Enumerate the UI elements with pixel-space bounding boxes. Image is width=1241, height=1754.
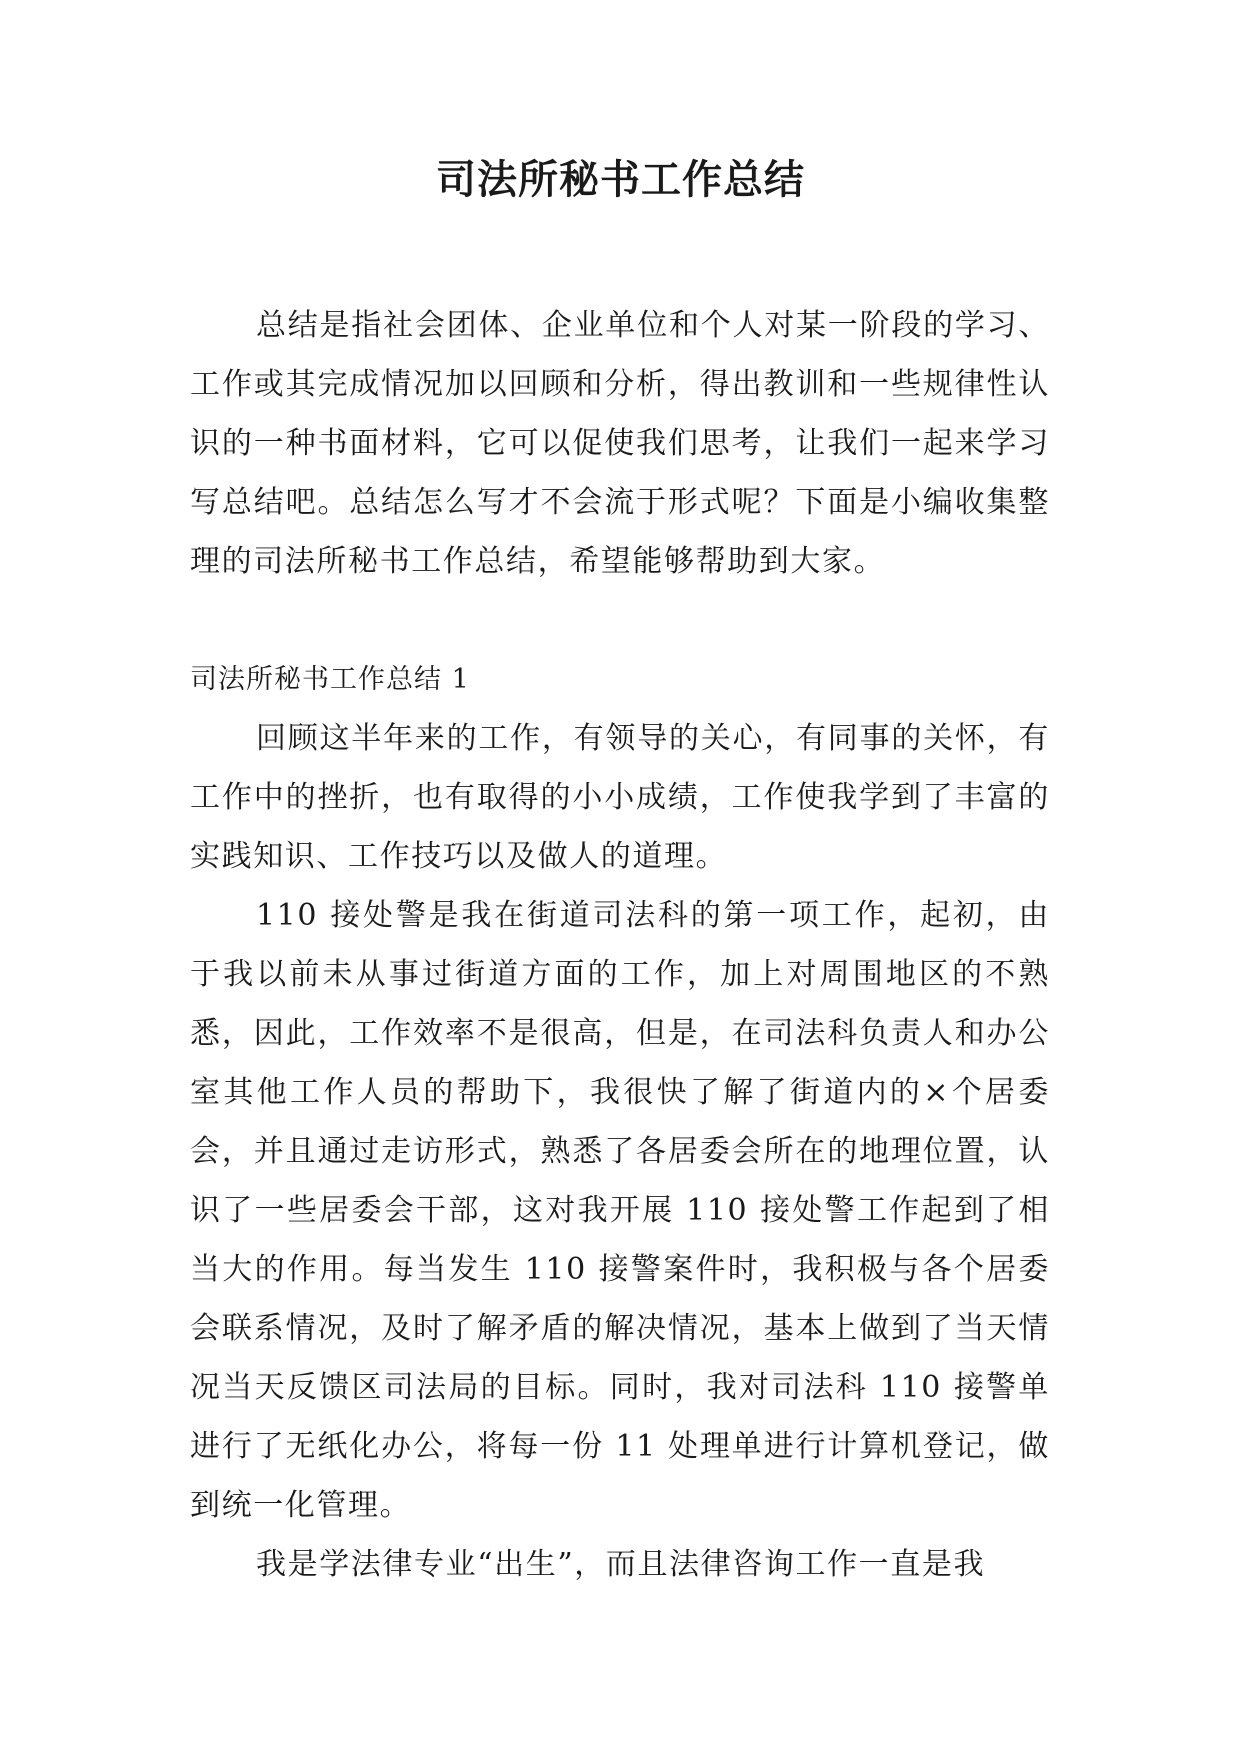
section-heading: 司法所秘书工作总结 1 xyxy=(190,664,470,695)
document-title: 司法所秘书工作总结 xyxy=(436,157,805,203)
body-paragraph-1: 回顾这半年来的工作，有领导的关心，有同事的关怀，有工作中的挫折，也有取得的小小成绩，工作使我学到了丰富的实践知识、工作技巧以及做人的道理。 xyxy=(190,721,1050,874)
document-body xyxy=(190,296,1050,1594)
intro-paragraph: 总结是指社会团体、企业单位和个人对某一阶段的学习、工作或其完成情况加以回顾和分析，得出教训和一些规律性认识的一种书面材料，它可以促使我们思考，让我们一起来学习写总结吧。总结怎么写才不会流于形式呢？下面是小编收集整理的司法所秘书工作总结，希望能够帮助到大家。 xyxy=(190,308,1050,579)
body-paragraph-3: 我是学法律专业“出生”，而且法律咨询工作一直是我 xyxy=(256,1547,986,1582)
body-paragraph-2: 110 接处警是我在街道司法科的第一项工作，起初，由于我以前未从事过街道方面的工作，加上对周围地区的不熟悉，因此，工作效率不是很高，但是，在司法科负责人和办公室其他工作人员的帮助下，我很快了解了街道内的×个居委会，并且通过走访形式，熟悉了各居委会所在的地理位置，认识了一些居委会干部，这对我开展 110 接处警工作起到了相当大的作用。每当发生 110 接警案件时，我积极与各个居委会联系情况，及时了解矛盾的解决情况，基本上做到了当天情况当天反馈区司法局的目标。同时，我对司法科 110 接警单进行了无纸化办公，将每一份 11 处理单进行计算机登记，做到统一化管理。 xyxy=(190,898,1050,1523)
